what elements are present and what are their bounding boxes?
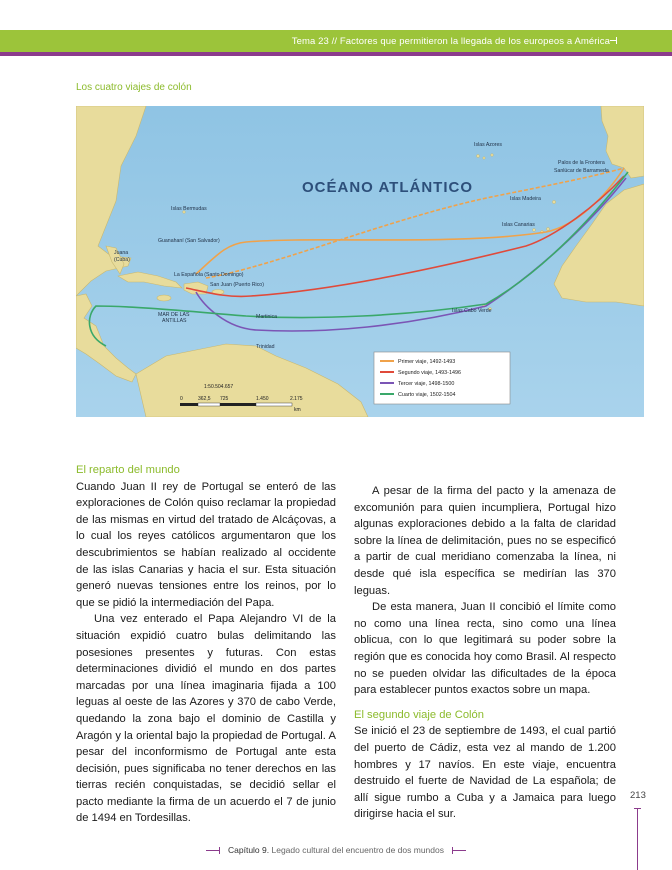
- map-label-trinidad: Trinidad: [256, 344, 275, 350]
- heading-reparto: El reparto del mundo: [76, 464, 180, 476]
- header-tick-end: [616, 37, 617, 44]
- map-label-canarias: Islas Canarias: [502, 222, 535, 228]
- scale-tick-2: 725: [220, 396, 229, 402]
- right-paragraph-1: A pesar de la firma del pacto y la amenaza de excomunión para quien incumpliera, Portugal hizo algunas exploraciones debido a la falta de claridad sobre la línea de delimitación, pues no se especificó a partir de cual meridiano comenzaba la línea, ni desde qué isla específica se medirían las 370 leguas.: [354, 485, 616, 597]
- map-jamaica: [157, 295, 171, 301]
- page-edge-line: [637, 808, 638, 870]
- right-paragraph-3: Se inició el 23 de septiembre de 1493, el cual partió del puerto de Cádiz, esta vez al mando de 1.200 hombres y 17 navíos. En este viaje, encuentra destruido el fuerte de Navidad de La española; de allí sigue rumbo a Cuba y a Jamaica para luego dirigirse hacia el sur.: [354, 725, 616, 821]
- map-label-cuba-1: Juana: [114, 250, 129, 256]
- footer: [0, 845, 672, 855]
- scale-ratio: 1:50.504.657: [204, 384, 234, 390]
- legend-item-2: Segundo viaje, 1493-1496: [398, 370, 461, 376]
- map-label-guanahani: Guanahaní (San Salvador): [158, 238, 220, 244]
- footer-chapter: Capítulo 9.: [228, 845, 270, 855]
- legend-item-1: Primer viaje, 1492-1493: [398, 359, 456, 365]
- right-column: [354, 483, 616, 823]
- scale-unit: km: [294, 407, 301, 413]
- scale-tick-4: 2.175: [290, 396, 303, 402]
- heading-segundo-viaje: El segundo viaje de Colón: [354, 708, 484, 721]
- map-label-caribe-2: ANTILLAS: [162, 318, 187, 324]
- map-label-espanola: La Española (Santo Domingo): [174, 272, 244, 278]
- scale-tick-0: 0: [180, 396, 183, 402]
- legend-item-4: Cuarto viaje, 1502-1504: [398, 392, 456, 398]
- footer-line-left: [206, 850, 220, 851]
- header-title: Tema 23 // Factores que permitieron la llegada de los europeos a América: [291, 36, 610, 47]
- scale-tick-1: 362,5: [198, 396, 211, 402]
- map-label-cuba-2: (Cuba): [114, 257, 130, 263]
- page-number: 213: [630, 790, 646, 801]
- map-label-sanlucar: Sanlúcar de Barrameda: [554, 168, 609, 174]
- header-underline: [0, 52, 672, 56]
- map-legend: [374, 352, 510, 404]
- voyages-map: [76, 106, 644, 417]
- map-label-caribe-1: MAR DE LAS: [158, 312, 190, 318]
- section-title: Los cuatro viajes de colón: [76, 82, 192, 93]
- map-label-sanjuan: San Juan (Puerto Rico): [210, 282, 264, 288]
- map-label-madeira: Islas Madeira: [510, 196, 541, 202]
- scale-tick-3: 1.450: [256, 396, 269, 402]
- legend-item-3: Tercer viaje, 1498-1500: [398, 381, 455, 387]
- right-paragraph-2: De esta manera, Juan II concibió el límite como no como una línea recta, sino como una línea oblicua, con lo que legitimará su poder sobre la región que es conocida hoy como Brasil. Al respecto no se pueden olvidar las dificultades de la época para establecer puntos exactos sobre un mapa.: [354, 601, 616, 697]
- left-column: [76, 462, 336, 827]
- map-ocean-label: OCÉANO ATLÁNTICO: [302, 179, 473, 196]
- footer-line-right: [452, 850, 466, 851]
- map-label-caboverde: Islas Cabo Verde: [452, 308, 492, 314]
- left-paragraph-1: Cuando Juan II rey de Portugal se enteró de las exploraciones de Colón quiso reclamar la propiedad de las mismas en virtud del tratado de Alcáçovas, a lo cual los reyes católicos argumentaron que los descubrimientos se habían realizado al occidente de las islas Canarias y hacia el sur. Esta situación generó nuevas tensiones entre los reinos, por lo que se pidió la intermediación del Papa.: [76, 480, 336, 609]
- map-label-palos: Palos de la Frontera: [558, 160, 605, 166]
- map-label-martinica: Martinica: [256, 314, 278, 320]
- left-paragraph-2: Una vez enterado el Papa Alejandro VI de la situación expidió cuatro bulas delimitando las posesiones presentes y futuras. Con estas determinaciones dividió el mundo en dos partes marcadas por una línea imaginaria fijada a 100 leguas al oeste de las Azores y 370 de cabo Verde, quedando la zona bajo el dominio de Castilla y Aragón y la oriental bajo la propiedad de Portugal. A pesar del inconformismo de Portugal ante esta decisión, pues significaba no tener derechos en las tierras recién conquistadas, se decidió sellar el pacto mediante la firma de un acuerdo el 7 de junio de 1494 en Tordesillas.: [76, 613, 336, 825]
- map-label-bermudas: Islas Bermudas: [171, 206, 207, 212]
- map-label-azores: Islas Azores: [474, 142, 502, 148]
- footer-title: Legado cultural del encuentro de dos mundos: [271, 845, 444, 855]
